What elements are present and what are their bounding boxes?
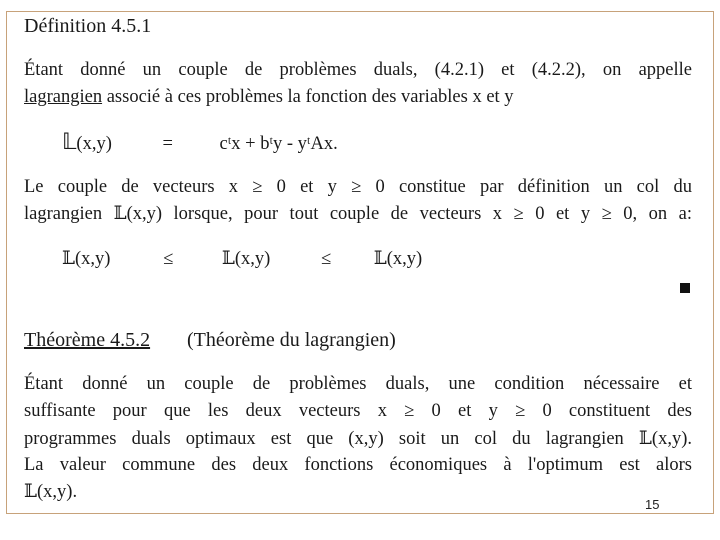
end-of-proof-square-icon bbox=[680, 283, 690, 293]
lagrangien-term: lagrangien bbox=[24, 87, 103, 107]
definition-title: Définition 4.5.1 bbox=[24, 15, 152, 37]
definition-line-2-rest: associé à ces problèmes la fonction des variables x et y bbox=[102, 87, 514, 107]
saddle-inequality bbox=[62, 248, 422, 270]
theorem-line-4: La valeur commune des deux fonctions économiques à l'optimum est alors bbox=[24, 455, 692, 475]
theorem-subtitle: (Théorème du lagrangien) bbox=[187, 329, 396, 351]
definition-line-2 bbox=[24, 87, 514, 108]
lagrangian-symbol: 𝕃 bbox=[62, 130, 77, 155]
inequality-right: 𝕃(x,y) bbox=[373, 249, 423, 269]
theorem-title: Théorème 4.5.2 bbox=[24, 329, 151, 351]
formula-equals: = bbox=[162, 134, 173, 154]
page-number: 15 bbox=[645, 497, 660, 512]
definition-line-3: Le couple de vecteurs x ≥ 0 et y ≥ 0 constitue par définition un col du bbox=[24, 177, 692, 197]
formula-rhs: cᵗx + bᵗy - yᵗAx. bbox=[219, 134, 338, 154]
definition-line-4: lagrangien 𝕃(x,y) lorsque, pour tout couple de vecteurs x ≥ 0 et y ≥ 0, on a: bbox=[24, 204, 692, 224]
definition-line-1: Étant donné un couple de problèmes duals, (4.2.1) et (4.2.2), on appelle bbox=[24, 60, 692, 80]
inequality-middle: 𝕃(x,y) bbox=[221, 249, 271, 269]
theorem-line-5: 𝕃(x,y). bbox=[24, 482, 78, 502]
lagrangian-formula bbox=[62, 130, 338, 155]
inequality-left: 𝕃(x,y) bbox=[62, 249, 111, 269]
inequality-le-1: ≤ bbox=[163, 249, 174, 269]
inequality-le-2: ≤ bbox=[320, 249, 332, 269]
formula-args: (x,y) bbox=[76, 134, 112, 154]
theorem-line-3: programmes duals optimaux est que (x,y) soit un col du lagrangien 𝕃(x,y). bbox=[24, 429, 692, 449]
theorem-line-2: suffisante pour que les deux vecteurs x ≥ 0 et y ≥ 0 constituent des bbox=[24, 401, 692, 421]
theorem-line-1: Étant donné un couple de problèmes duals, une condition nécessaire et bbox=[24, 374, 692, 394]
